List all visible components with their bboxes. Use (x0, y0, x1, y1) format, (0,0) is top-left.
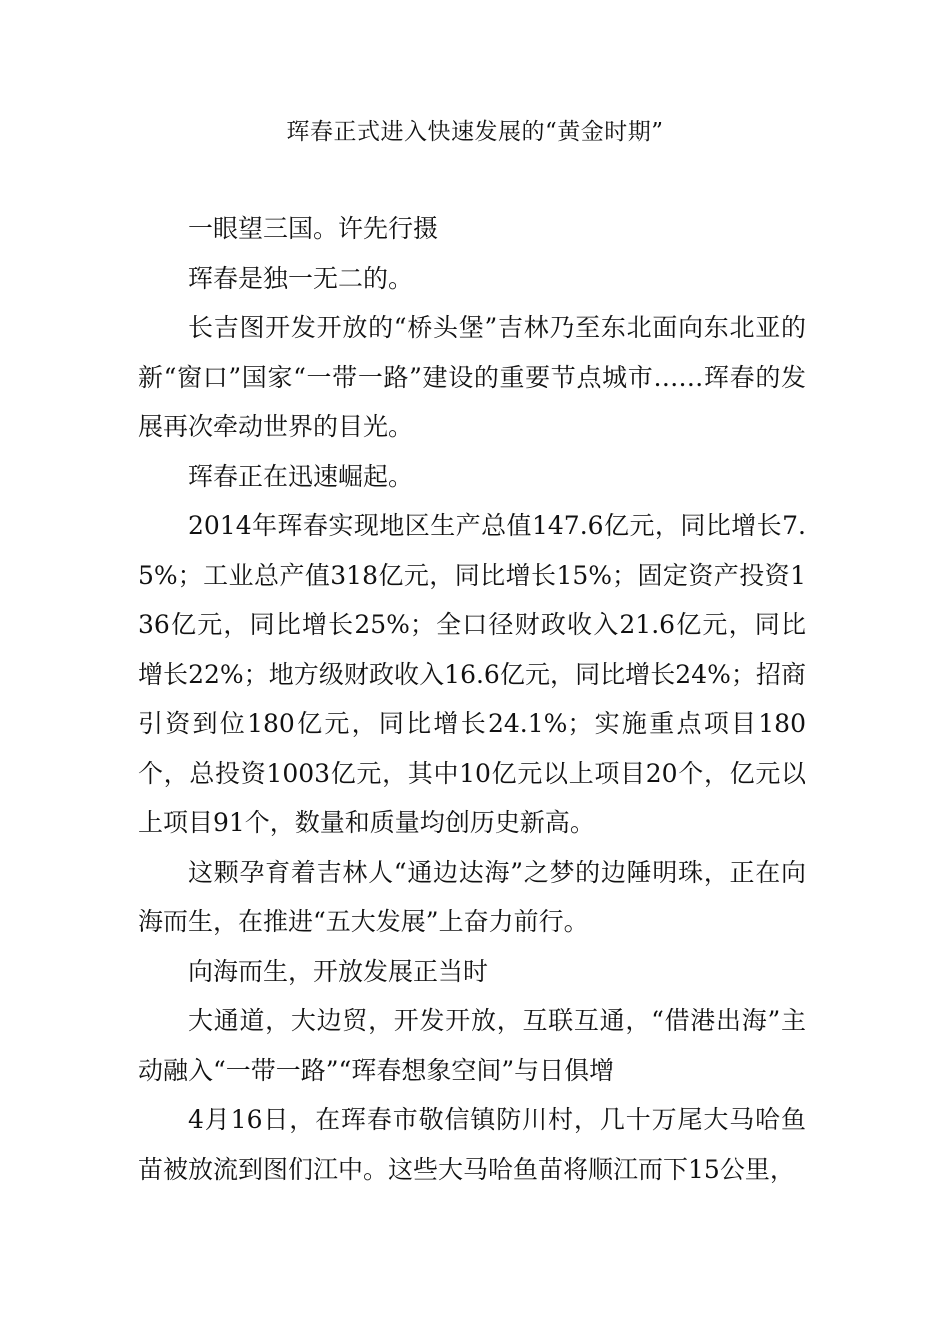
document-title: 珲春正式进入快速发展的“黄金时期” (286, 119, 664, 145)
paragraph-photo-caption: 一眼望三国。许先行摄 (188, 214, 439, 243)
paragraph-rising: 珲春正在迅速崛起。 (188, 461, 414, 491)
section-subheading: 大通道，大边贸，开发开放，互联互通，“借港出海”主动融入“一带一路”“珲春想象空间”与日俱增 (138, 1006, 806, 1085)
section-heading: 向海而生，开放发展正当时 (188, 956, 489, 986)
paragraph-statistics: 2014年珲春实现地区生产总值147.6亿元，同比增长7.5%；工业总产值318亿元，同比增长15%；固定资产投资136亿元，同比增长25%；全口径财政收入21.6亿元，同比增长22%；地方级财政收入16.6亿元，同比增长24%；招商引资到位180亿元，同比增长24.1%；实施重点项目180个，总投资1003亿元，其中10亿元以上项目20个，亿元以上项目91个，数量和质量均创历史新高。 (138, 511, 806, 837)
paragraph-bridgehead: 长吉图开发开放的“桥头堡”吉林乃至东北面向东北亚的新“窗口”国家“一带一路”建设的重要节点城市……珲春的发展再次牵动世界的目光。 (138, 313, 806, 441)
paragraph-salmon-release: 4月16日，在珲春市敬信镇防川村，几十万尾大马哈鱼苗被放流到图们江中。这些大马哈鱼苗将顺江而下15公里， (138, 1105, 806, 1184)
paragraph-pearl: 这颗孕育着吉林人“通边达海”之梦的边陲明珠，正在向海而生，在推进“五大发展”上奋力前行。 (138, 857, 806, 936)
paragraph-unique: 珲春是独一无二的。 (188, 263, 414, 293)
document-body (138, 204, 806, 1194)
